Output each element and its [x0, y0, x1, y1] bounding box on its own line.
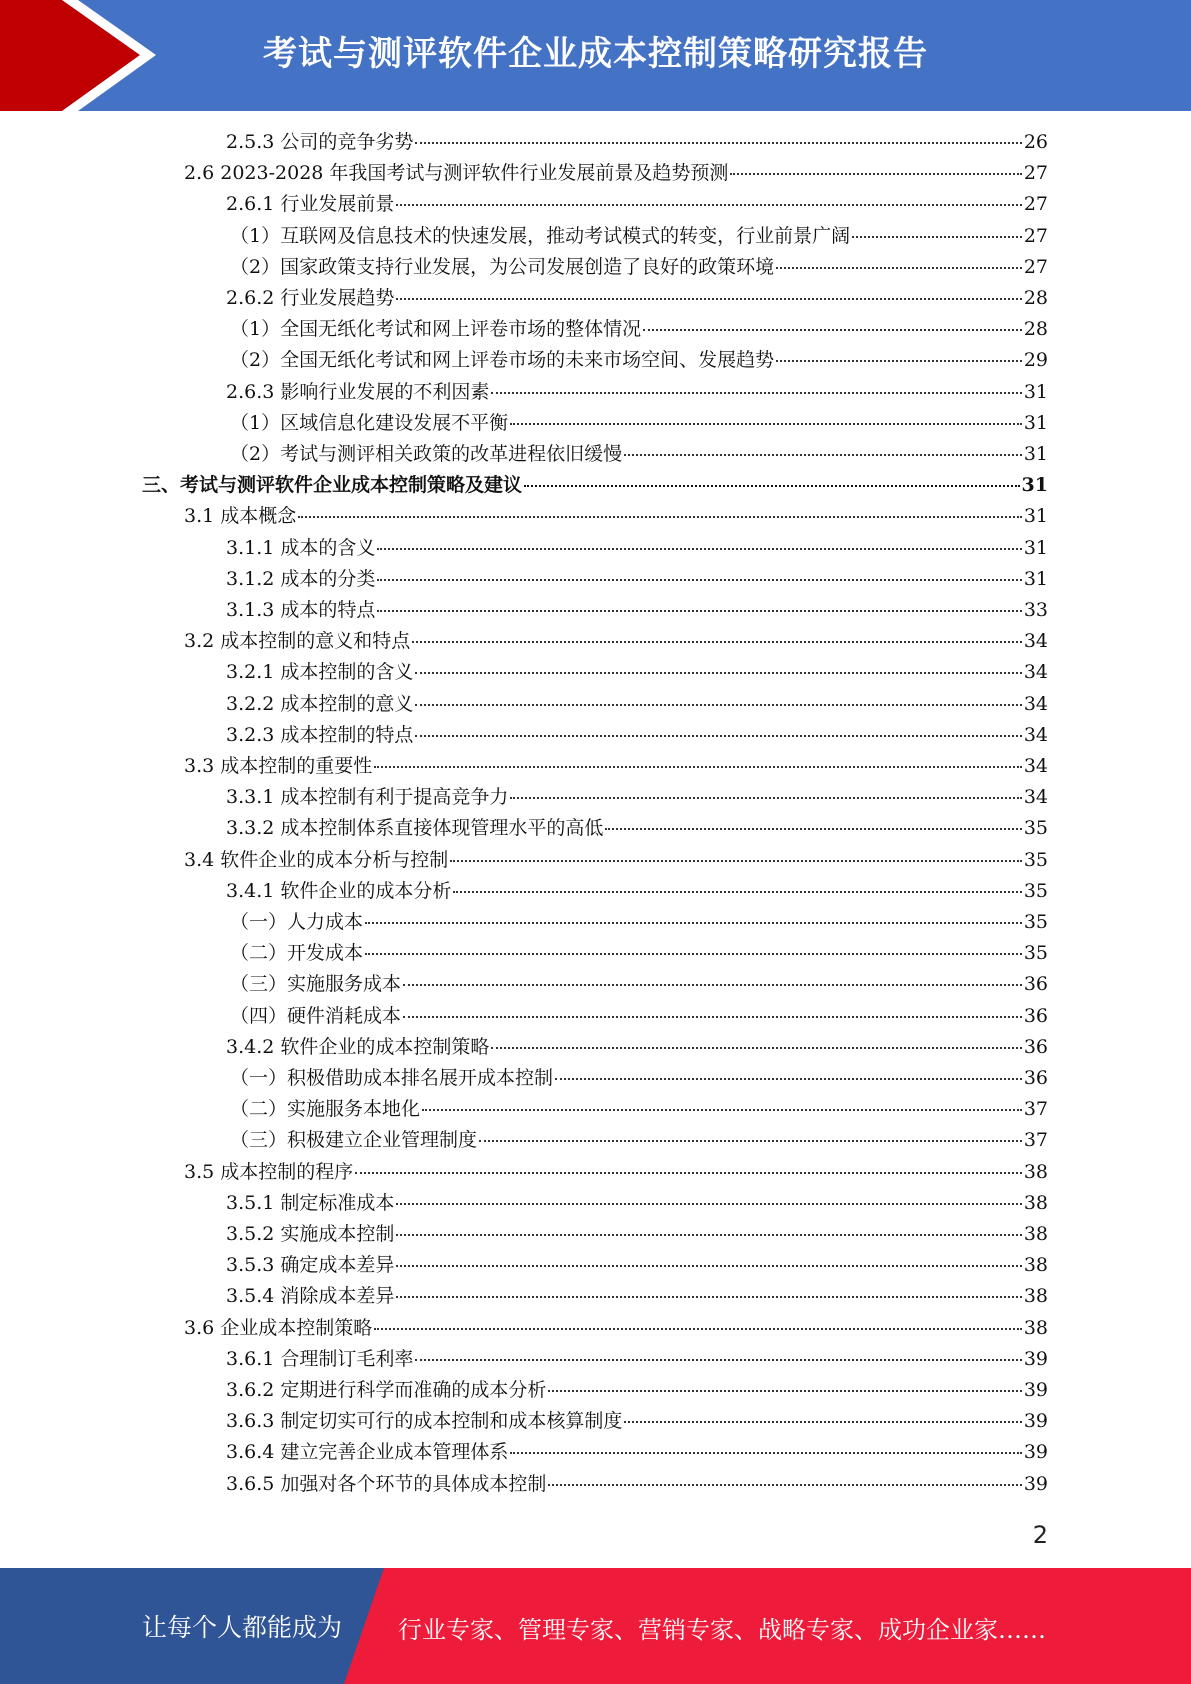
toc-entry[interactable] — [226, 1344, 1048, 1375]
toc-entry-title: 3.4 软件企业的成本分析与控制 — [184, 848, 449, 871]
toc-entry-title: （一）人力成本 — [230, 911, 364, 933]
toc-entry-page: 29 — [1023, 349, 1048, 372]
toc-entry[interactable] — [184, 501, 1048, 532]
toc-entry-page: 33 — [1023, 599, 1048, 621]
toc-dot-leader — [377, 610, 1021, 612]
toc-entry-title: 3.4.2 软件企业的成本控制策略 — [226, 1035, 490, 1058]
toc-dot-leader — [450, 860, 1022, 862]
toc-dot-leader — [510, 1452, 1021, 1454]
toc-dot-leader — [374, 1328, 1022, 1330]
toc-entry[interactable] — [226, 564, 1048, 595]
toc-entry-title: 3.5.3 确定成本差异 — [226, 1254, 395, 1277]
toc-entry[interactable] — [226, 127, 1048, 158]
toc-entry[interactable] — [230, 314, 1048, 345]
toc-entry[interactable] — [226, 1437, 1048, 1468]
toc-dot-leader — [491, 392, 1021, 394]
toc-entry-page: 37 — [1023, 1129, 1048, 1152]
toc-entry[interactable] — [184, 626, 1048, 657]
toc-entry-page: 35 — [1023, 911, 1048, 933]
toc-entry-title: （二）实施服务本地化 — [230, 1098, 421, 1121]
toc-entry-title: （2）国家政策支持行业发展，为公司发展创造了良好的政策环境 — [230, 255, 775, 278]
toc-entry[interactable] — [184, 845, 1048, 876]
toc-entry[interactable] — [226, 657, 1048, 688]
toc-entry-title: 3.5.2 实施成本控制 — [226, 1223, 395, 1245]
toc-entry-page: 35 — [1023, 942, 1048, 965]
toc-entry-title: （2）全国无纸化考试和网上评卷市场的未来市场空间、发展趋势 — [230, 349, 775, 372]
toc-entry[interactable] — [230, 252, 1048, 283]
toc-entry-page: 34 — [1023, 723, 1048, 746]
toc-dot-leader — [415, 142, 1021, 144]
toc-dot-leader — [415, 735, 1021, 737]
toc-entry-page: 34 — [1023, 630, 1048, 653]
toc-entry-title: 2.6.3 影响行业发展的不利因素 — [226, 380, 490, 403]
toc-dot-leader — [403, 1016, 1022, 1018]
toc-entry-title: 2.5.3 公司的竞争劣势 — [226, 131, 414, 153]
toc-entry-page: 31 — [1023, 536, 1048, 559]
toc-entry[interactable] — [230, 1063, 1048, 1094]
toc-entry-title: 2.6 2023-2028 年我国考试与测评软件行业发展前景及趋势预测 — [184, 162, 729, 185]
toc-entry[interactable] — [226, 189, 1048, 220]
toc-entry-page: 39 — [1023, 1347, 1048, 1370]
toc-dot-leader — [605, 828, 1021, 830]
toc-entry-page: 27 — [1023, 162, 1048, 185]
toc-entry-page: 27 — [1023, 255, 1048, 278]
toc-entry-page: 38 — [1023, 1191, 1048, 1214]
toc-entry-page: 38 — [1023, 1223, 1048, 1245]
toc-dot-leader — [396, 1203, 1021, 1205]
toc-dot-leader — [415, 1359, 1021, 1361]
toc-entry[interactable] — [226, 813, 1048, 844]
toc-entry-title: 2.6.2 行业发展趋势 — [226, 287, 395, 309]
toc-entry[interactable] — [184, 158, 1048, 189]
toc-dot-leader — [377, 548, 1021, 550]
toc-entry[interactable] — [226, 595, 1048, 626]
footer-banner — [0, 1568, 1191, 1684]
toc-entry-title: 3.5.4 消除成本差异 — [226, 1285, 395, 1308]
toc-entry-page: 27 — [1023, 224, 1048, 247]
toc-entry-page: 28 — [1023, 318, 1048, 341]
toc-dot-leader — [510, 423, 1022, 425]
toc-dot-leader — [403, 984, 1022, 986]
toc-entry[interactable] — [226, 1281, 1048, 1312]
toc-entry-title: 3.2.3 成本控制的特点 — [226, 723, 414, 746]
toc-entry-title: （1）互联网及信息技术的快速发展，推动考试模式的转变，行业前景广阔 — [230, 224, 851, 247]
toc-dot-leader — [422, 1109, 1022, 1111]
toc-entry-title: 3.1.3 成本的特点 — [226, 599, 376, 621]
toc-dot-leader — [396, 204, 1021, 206]
toc-entry-title: 3.5.1 制定标准成本 — [226, 1191, 395, 1214]
toc-entry-page: 31 — [1023, 411, 1048, 434]
toc-entry-title: 3.2.2 成本控制的意义 — [226, 692, 414, 715]
toc-dot-leader — [377, 579, 1021, 581]
toc-entry-title: 三、考试与测评软件企业成本控制策略及建议 — [142, 474, 523, 497]
toc-entry-page: 34 — [1023, 661, 1048, 684]
toc-entry-title: 3.1.1 成本的含义 — [226, 536, 376, 559]
toc-entry-title: 3.5 成本控制的程序 — [184, 1160, 354, 1183]
toc-entry[interactable] — [226, 1469, 1048, 1500]
toc-entry-page: 37 — [1023, 1098, 1048, 1121]
toc-entry-title: 3.3.1 成本控制有利于提高竞争力 — [226, 786, 509, 809]
toc-entry-title: 3.6.4 建立完善企业成本管理体系 — [226, 1441, 509, 1464]
toc-entry[interactable] — [230, 221, 1048, 252]
toc-entry-page: 27 — [1023, 193, 1048, 216]
toc-entry[interactable] — [230, 969, 1048, 1000]
toc-entry-page: 31 — [1023, 443, 1048, 465]
toc-entry[interactable] — [184, 751, 1048, 782]
toc-entry[interactable] — [230, 345, 1048, 376]
toc-entry-title: （1）全国无纸化考试和网上评卷市场的整体情况 — [230, 318, 642, 341]
toc-entry-title: 3.4.1 软件企业的成本分析 — [226, 879, 452, 902]
toc-entry-page: 35 — [1023, 879, 1048, 902]
toc-entry-page: 38 — [1023, 1160, 1048, 1183]
toc-entry[interactable] — [230, 408, 1048, 439]
toc-entry-page: 39 — [1023, 1379, 1048, 1401]
toc-dot-leader — [365, 922, 1022, 924]
toc-dot-leader — [365, 953, 1022, 955]
toc-entry[interactable] — [226, 782, 1048, 813]
toc-entry-page: 35 — [1023, 817, 1048, 840]
toc-entry[interactable] — [226, 1032, 1048, 1063]
toc-dot-leader — [396, 1234, 1021, 1236]
toc-entry-page: 38 — [1023, 1254, 1048, 1277]
toc-entry-title: 3.2 成本控制的意义和特点 — [184, 630, 411, 653]
toc-entry[interactable] — [230, 1125, 1048, 1156]
toc-dot-leader — [548, 1484, 1021, 1486]
toc-entry[interactable] — [226, 283, 1048, 314]
toc-entry[interactable] — [226, 533, 1048, 564]
toc-dot-leader — [412, 641, 1022, 643]
toc-dot-leader — [555, 1078, 1022, 1080]
toc-entry[interactable] — [226, 720, 1048, 751]
toc-entry-page: 26 — [1023, 131, 1048, 153]
toc-dot-leader — [524, 485, 1020, 487]
toc-dot-leader — [453, 891, 1021, 893]
toc-entry-page: 31 — [1023, 380, 1048, 403]
toc-entry-page: 38 — [1023, 1316, 1048, 1339]
toc-dot-leader — [643, 329, 1022, 331]
toc-entry-page: 38 — [1023, 1285, 1048, 1308]
toc-entry-title: （四）硬件消耗成本 — [230, 1004, 402, 1027]
toc-dot-leader — [730, 173, 1021, 175]
toc-entry[interactable] — [184, 1313, 1048, 1344]
toc-entry-page: 39 — [1023, 1410, 1048, 1433]
toc-entry[interactable] — [230, 1094, 1048, 1125]
toc-entry-title: （二）开发成本 — [230, 942, 364, 965]
toc-entry[interactable] — [226, 876, 1048, 907]
toc-entry[interactable] — [142, 470, 1048, 501]
toc-entry-title: 3.3 成本控制的重要性 — [184, 755, 373, 777]
toc-entry-title: （三）积极建立企业管理制度 — [230, 1129, 478, 1152]
toc-entry-page: 34 — [1023, 692, 1048, 715]
toc-entry[interactable] — [226, 1188, 1048, 1219]
toc-dot-leader — [852, 236, 1022, 238]
toc-entry-page: 28 — [1023, 287, 1048, 309]
toc-dot-leader — [491, 1047, 1021, 1049]
toc-dot-leader — [396, 1265, 1021, 1267]
toc-entry-title: 3.1.2 成本的分类 — [226, 567, 376, 590]
toc-entry-title: 3.2.1 成本控制的含义 — [226, 661, 414, 684]
toc-entry-page: 31 — [1021, 474, 1048, 497]
toc-entry-title: 2.6.1 行业发展前景 — [226, 193, 395, 216]
toc-entry[interactable] — [226, 1406, 1048, 1437]
toc-entry-page: 31 — [1023, 505, 1048, 528]
toc-entry-page: 31 — [1023, 567, 1048, 590]
toc-dot-leader — [776, 360, 1022, 362]
toc-dot-leader — [624, 1421, 1021, 1423]
toc-entry-page: 36 — [1023, 973, 1048, 996]
toc-dot-leader — [510, 797, 1021, 799]
toc-dot-leader — [396, 298, 1021, 300]
toc-entry[interactable] — [184, 1157, 1048, 1188]
toc-entry-title: 3.6.1 合理制订毛利率 — [226, 1347, 414, 1370]
toc-dot-leader — [479, 1140, 1022, 1142]
toc-entry-page: 34 — [1023, 755, 1048, 777]
toc-entry-title: 3.6.3 制定切实可行的成本控制和成本核算制度 — [226, 1410, 623, 1433]
toc-entry-title: 3.3.2 成本控制体系直接体现管理水平的高低 — [226, 817, 604, 840]
toc-entry-page: 36 — [1023, 1004, 1048, 1027]
toc-dot-leader — [374, 766, 1022, 768]
toc-entry[interactable] — [230, 938, 1048, 969]
toc-entry[interactable] — [230, 439, 1048, 470]
page-number: 2 — [1032, 1521, 1048, 1549]
footer-slogan-left: 让每个人都能成为 — [142, 1613, 343, 1642]
toc-dot-leader — [624, 454, 1022, 456]
toc-dot-leader — [776, 267, 1022, 269]
toc-entry[interactable] — [230, 907, 1048, 938]
toc-entry-title: （2）考试与测评相关政策的改革进程依旧缓慢 — [230, 443, 623, 465]
toc-entry-page: 34 — [1023, 786, 1048, 809]
toc-entry[interactable] — [230, 1001, 1048, 1032]
toc-entry-title: （一）积极借助成本排名展开成本控制 — [230, 1067, 554, 1089]
report-title: 考试与测评软件企业成本控制策略研究报告 — [263, 34, 928, 74]
toc-entry[interactable] — [226, 377, 1048, 408]
toc-entry[interactable] — [226, 1375, 1048, 1406]
toc-entry[interactable] — [226, 1219, 1048, 1250]
toc-entry[interactable] — [226, 689, 1048, 720]
toc-entry[interactable] — [226, 1250, 1048, 1281]
footer-slogan-right: 行业专家、管理专家、营销专家、战略专家、成功企业家…… — [398, 1616, 1046, 1644]
toc-dot-leader — [415, 704, 1021, 706]
toc-entry-page: 36 — [1023, 1067, 1048, 1089]
toc-entry-title: 3.6 企业成本控制策略 — [184, 1316, 373, 1339]
header-banner — [0, 0, 1191, 111]
toc-entry-page: 35 — [1023, 848, 1048, 871]
toc-dot-leader — [396, 1296, 1021, 1298]
toc-entry-title: 3.6.5 加强对各个环节的具体成本控制 — [226, 1472, 547, 1495]
toc-entry-title: 3.1 成本概念 — [184, 505, 297, 528]
toc-dot-leader — [548, 1390, 1021, 1392]
toc-entry-page: 39 — [1023, 1472, 1048, 1495]
toc-entry-title: （1）区域信息化建设发展不平衡 — [230, 411, 509, 434]
toc-entry-page: 39 — [1023, 1441, 1048, 1464]
toc-dot-leader — [355, 1172, 1022, 1174]
toc-entry-page: 36 — [1023, 1035, 1048, 1058]
toc-entry-title: （三）实施服务成本 — [230, 973, 402, 996]
toc-dot-leader — [298, 516, 1022, 518]
toc-entry-title: 3.6.2 定期进行科学而准确的成本分析 — [226, 1379, 547, 1401]
toc-dot-leader — [415, 672, 1021, 674]
